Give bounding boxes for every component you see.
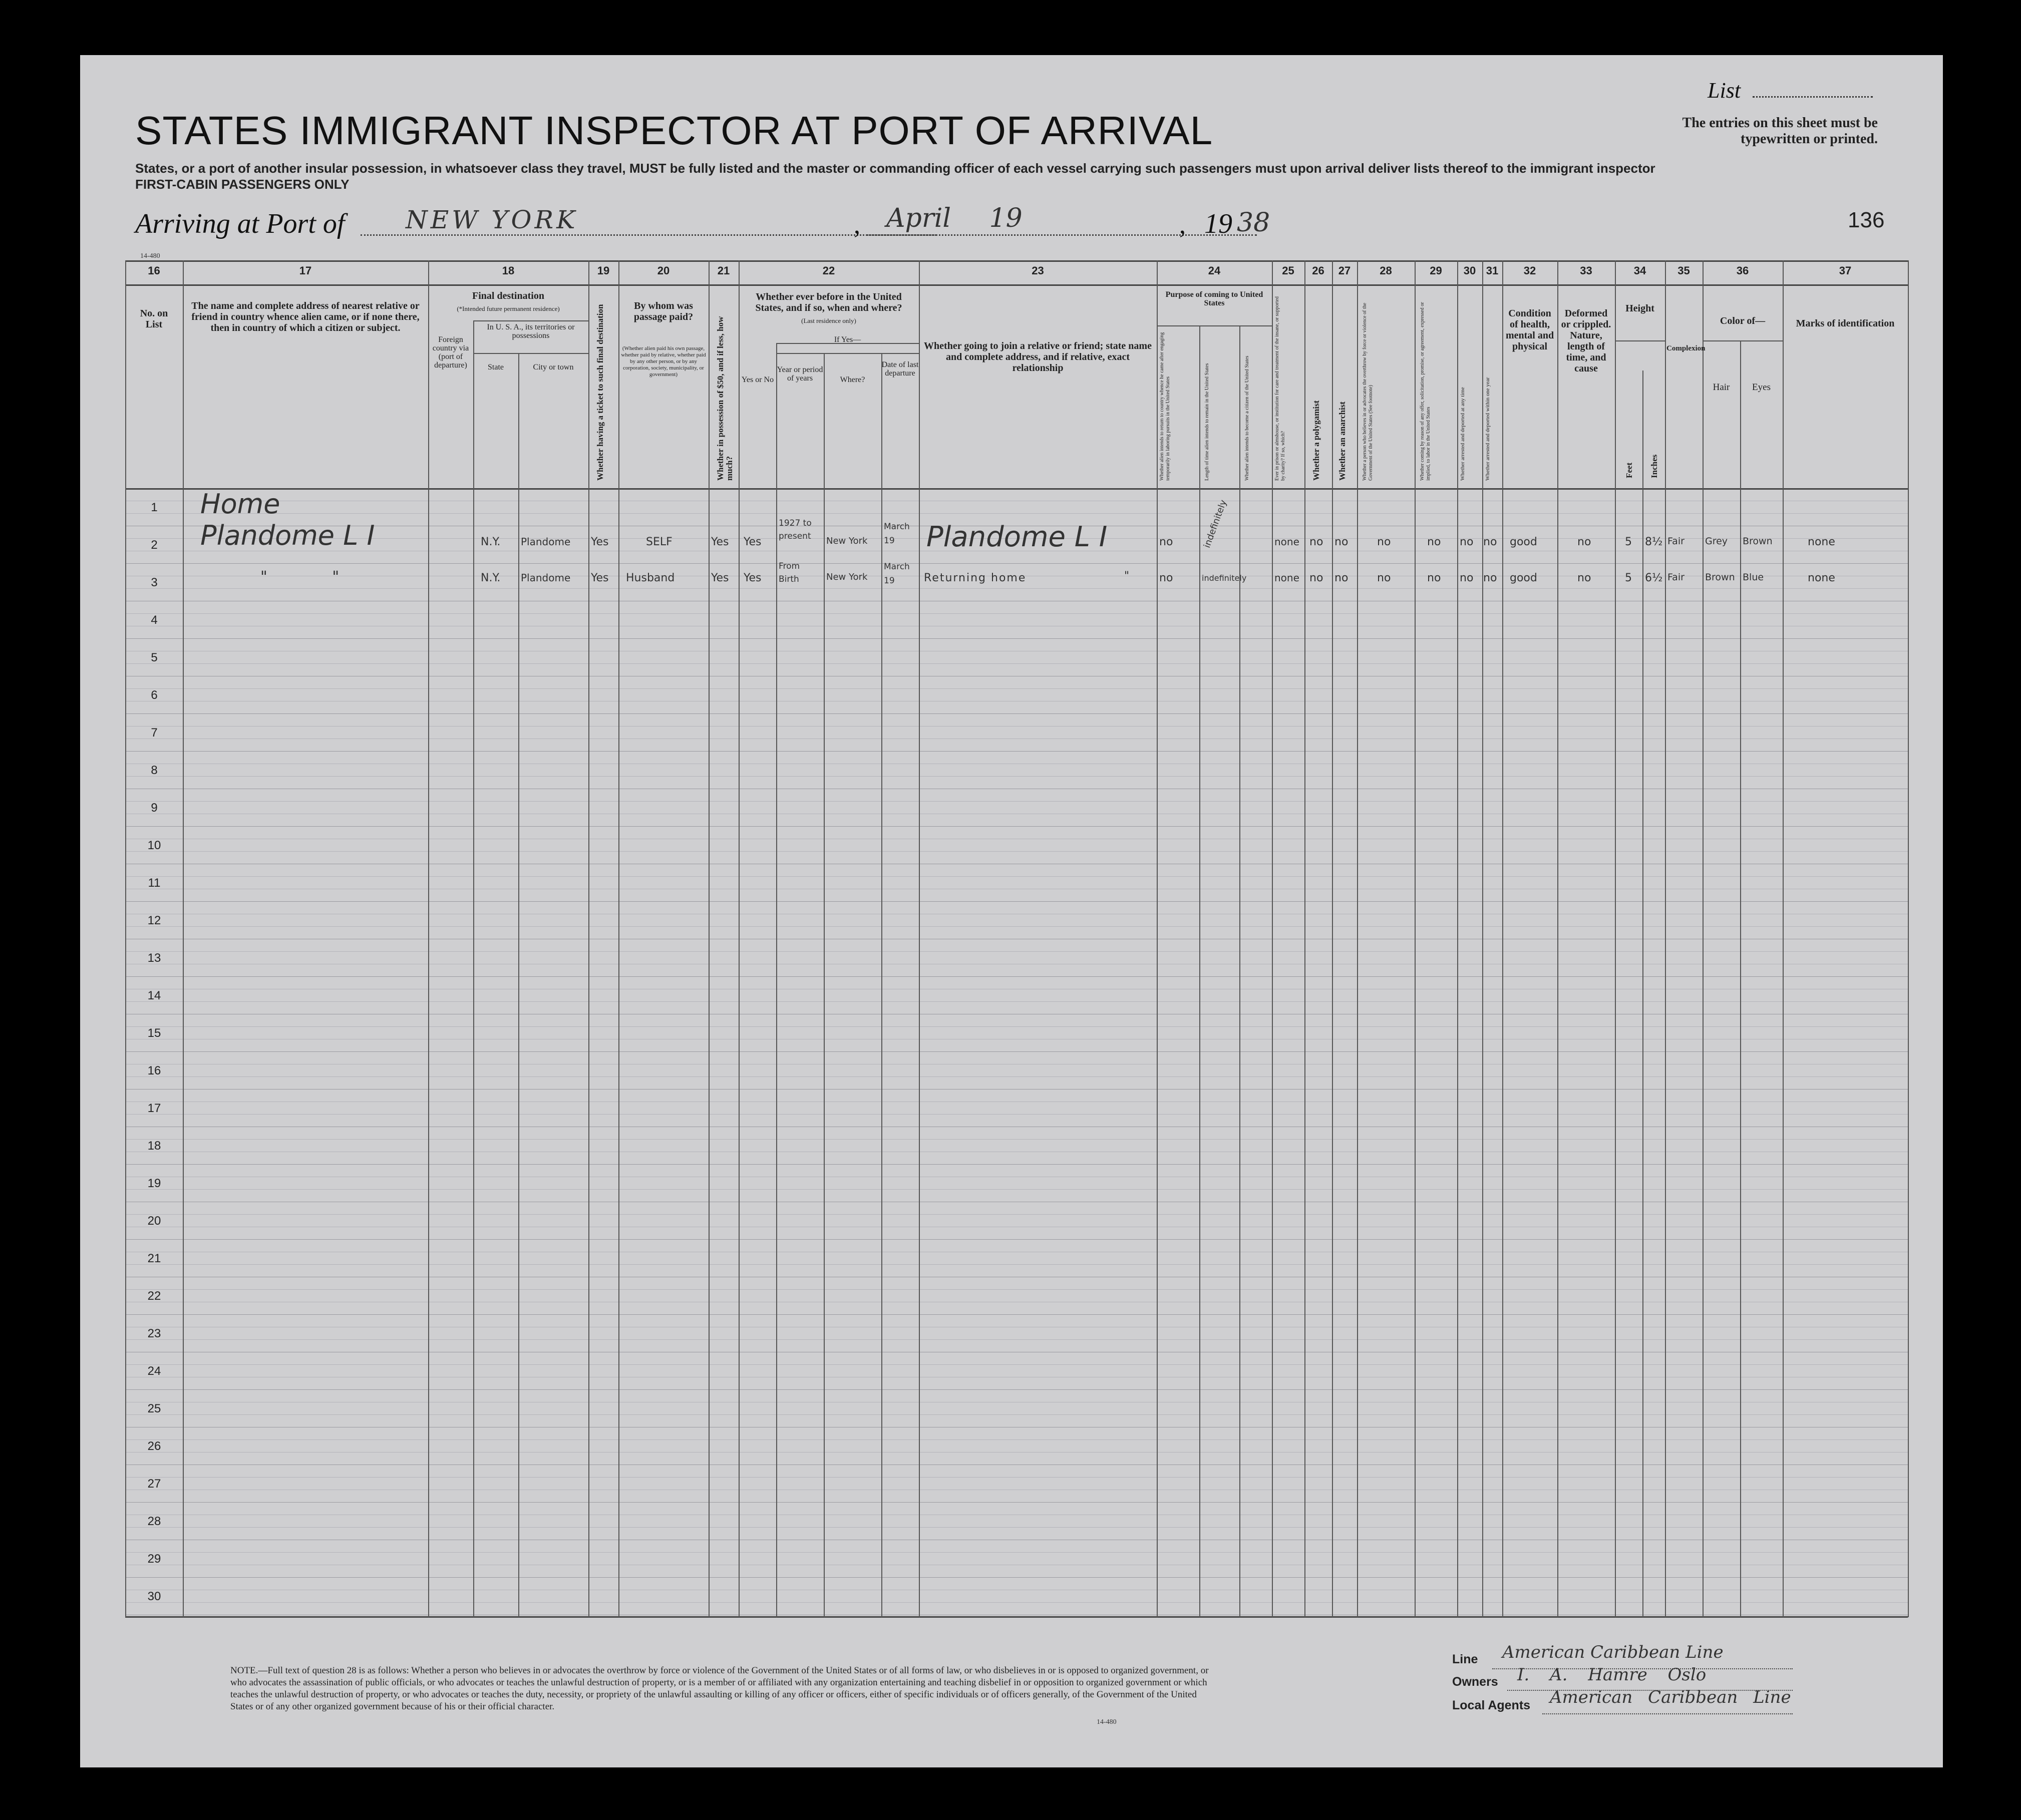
rule — [1482, 260, 1483, 1617]
rule — [183, 260, 184, 1617]
row-number: 18 — [147, 1139, 161, 1153]
rule — [125, 1051, 1908, 1052]
header-deported: Whether arrested and deported at any time — [1460, 387, 1466, 481]
rule — [125, 588, 1908, 589]
comma: , — [854, 211, 860, 239]
rule — [125, 1439, 1908, 1440]
health: good — [1510, 572, 1537, 584]
entries-note: The entries on this sheet must be typewritten or printed. — [1682, 115, 1878, 147]
rule — [1783, 260, 1784, 1617]
rule — [125, 1001, 1908, 1002]
rule — [1157, 260, 1158, 1617]
owners-label: Owners — [1452, 1675, 1498, 1689]
header-health: Condition of health, mental and physical — [1505, 308, 1554, 352]
date-value: April 19 — [886, 203, 1023, 233]
rule — [1239, 325, 1240, 1617]
header-labor-offer: Whether coming by reason of any offer, solicitation, promise, or agreement, expressed or implied, to labor in the United States — [1420, 302, 1431, 481]
rule — [125, 1389, 1908, 1390]
rule — [739, 260, 740, 1617]
rule — [1357, 260, 1358, 1617]
stay-length: indefinitely — [1202, 573, 1247, 583]
paid-by: SELF — [646, 536, 672, 548]
where: New York — [826, 572, 868, 582]
header-ticket: Whether having a ticket to such final destination — [595, 304, 605, 481]
state: N.Y. — [481, 572, 501, 584]
rule — [125, 851, 1908, 852]
col-num: 22 — [822, 264, 835, 277]
ever-before: Yes — [744, 572, 762, 584]
feet: 5 — [1625, 572, 1632, 584]
agents-label: Local Agents — [1452, 1698, 1531, 1712]
rule — [125, 826, 1908, 827]
header-ever-before: Whether ever before in the United States, and if so, when and where? — [755, 291, 902, 313]
row-number: 12 — [147, 914, 161, 927]
deported-year: no — [1483, 536, 1497, 548]
header-final-destination-sub: (*Intended future permanent residence) — [457, 305, 560, 312]
row-number: 11 — [148, 876, 161, 890]
header-city: City or town — [533, 363, 574, 372]
row-number: 5 — [151, 651, 158, 664]
row-number: 24 — [147, 1364, 161, 1378]
eyes: Brown — [1743, 536, 1773, 547]
relative-name: Home — [200, 488, 280, 520]
rule — [125, 284, 1908, 286]
rule — [125, 1364, 1908, 1365]
rule — [125, 1289, 1908, 1290]
col-num: 19 — [597, 264, 610, 277]
prison: none — [1274, 536, 1299, 548]
header-passage-paid: By whom was passage paid? — [633, 300, 694, 322]
fifty: Yes — [711, 572, 729, 584]
row-number: 4 — [151, 613, 158, 627]
agents-value: American Caribbean Line — [1550, 1687, 1791, 1707]
rule — [125, 926, 1908, 927]
rule — [1908, 260, 1909, 1617]
joining: Plandome L I — [926, 521, 1108, 553]
date-departure: March 19 — [884, 522, 910, 546]
col-num: 20 — [657, 264, 670, 277]
inches: 8½ — [1645, 536, 1663, 548]
rule — [125, 1076, 1908, 1077]
header-final-destination: Final destination — [472, 290, 544, 301]
rule — [125, 260, 126, 1617]
rule — [1557, 260, 1558, 1617]
rule — [125, 1026, 1908, 1027]
overthrow: no — [1377, 572, 1391, 584]
col-num: 29 — [1430, 264, 1442, 277]
page-title: STATES IMMIGRANT INSPECTOR AT PORT OF ARRIVAL — [135, 108, 1213, 153]
header-yes-no: Yes or No — [741, 376, 774, 384]
line-value: American Caribbean Line — [1502, 1642, 1724, 1662]
row-number: 29 — [147, 1552, 161, 1566]
col-num: 31 — [1486, 264, 1499, 277]
row-number: 27 — [147, 1477, 161, 1491]
row-number: 19 — [147, 1177, 161, 1190]
row-number: 21 — [147, 1252, 161, 1265]
date-departure: March 19 — [884, 562, 910, 586]
rule — [125, 713, 1908, 714]
row-number: 2 — [151, 538, 158, 552]
rule — [1665, 260, 1666, 1617]
header-purpose-citizen: Whether alien intends to become a citizen of the United States — [1244, 355, 1250, 481]
col-num: 28 — [1380, 264, 1392, 277]
row-number: 22 — [147, 1289, 161, 1303]
labor-offer: no — [1427, 572, 1441, 584]
rule — [125, 1527, 1908, 1528]
rule — [125, 1214, 1908, 1215]
rule — [125, 563, 1908, 564]
rule — [125, 1339, 1908, 1340]
row-number: 16 — [147, 1064, 161, 1077]
rule — [125, 1164, 1908, 1165]
rule — [125, 638, 1908, 639]
col-num: 34 — [1633, 264, 1646, 277]
col-num: 27 — [1338, 264, 1351, 277]
rule — [1615, 260, 1616, 1617]
header-year-period: Year or period of years — [777, 366, 823, 383]
anarchist: no — [1334, 536, 1349, 548]
rule — [125, 688, 1908, 689]
manifest-table — [125, 260, 1908, 1617]
rule — [1415, 260, 1416, 1617]
header-overthrow: Whether a person who believes in or advocates the overthrow by force or violence of the Government of the United States (See footnote) — [1362, 302, 1374, 481]
rule — [473, 353, 588, 354]
marks: none — [1808, 572, 1835, 584]
header-joining-relative: Whether going to join a relative or friend; state name and complete address, and if relative, exact relationship — [924, 340, 1152, 374]
deformed: no — [1577, 536, 1591, 548]
ticket: Yes — [591, 536, 609, 548]
rule — [125, 663, 1908, 664]
date-dotted-line — [866, 234, 1257, 236]
rule — [473, 320, 474, 1617]
complexion: Fair — [1667, 536, 1685, 547]
rule — [125, 1114, 1908, 1115]
manifest-sheet — [80, 55, 1943, 1767]
line-label: Line — [1452, 1652, 1478, 1666]
header-in-usa: In U. S. A., its territories or possessions — [487, 323, 575, 340]
rule — [1157, 325, 1272, 326]
rule — [125, 513, 1908, 514]
header-state: State — [488, 363, 504, 372]
return-intent: no — [1159, 572, 1173, 584]
row-number: 26 — [147, 1439, 161, 1453]
years: 1927 to present — [779, 518, 812, 541]
rule — [919, 260, 920, 1617]
rule — [1703, 260, 1704, 1617]
rule — [125, 1189, 1908, 1190]
rule — [125, 1414, 1908, 1415]
footer-note: NOTE.—Full text of question 28 is as follows: Whether a person who believes in or advocates the overthrow by force or violence of the Government of the United States or of all forms of law, or who disbelieves in or is opposed to organized government, or who advocates the assassination of public officials, or who advocates or teaches the unlawful destruction of property, or is a member of or affiliated with any organization entertaining and teaching disbelief in or opposition to organized government or which teaches the unlawful destruction of property, or who advocates or teaches the duty, necessity, or propriety of the unlawful assaulting or killing of any officer or officers, either of specific individuals or of officers generally, of the Government of the United States or of any other organized government because of his or their official character. — [230, 1665, 1209, 1712]
polygamist: no — [1309, 536, 1323, 548]
row-number: 7 — [151, 726, 158, 740]
rule — [125, 488, 1908, 490]
header-feet: Feet — [1624, 462, 1634, 478]
year-prefix: 19 — [1204, 208, 1232, 239]
row-number: 8 — [151, 764, 158, 777]
rule — [125, 1477, 1908, 1478]
header-prison: Ever in prison or almshouse, or institution for care and treatment of the insane, or supported by charity? If so, which? — [1274, 296, 1286, 481]
rule — [125, 951, 1908, 952]
col-num: 26 — [1312, 264, 1324, 277]
relative-address: Plandome L I — [200, 520, 375, 551]
ever-before: Yes — [744, 536, 762, 548]
rule — [1703, 340, 1783, 341]
col-num: 37 — [1839, 264, 1852, 277]
city: Plandome — [521, 572, 571, 584]
col-num: 32 — [1523, 264, 1536, 277]
arriving-label: Arriving at Port of — [135, 208, 345, 239]
city: Plandome — [521, 536, 571, 548]
rule — [518, 353, 519, 1617]
col-num: 35 — [1677, 264, 1690, 277]
row-number: 15 — [147, 1026, 161, 1040]
rule — [1304, 260, 1305, 1617]
rule — [125, 1502, 1908, 1503]
deformed: no — [1577, 572, 1591, 584]
relative-ditto: " " — [260, 568, 340, 586]
col-num: 23 — [1032, 264, 1044, 277]
rule — [125, 901, 1908, 902]
rule — [1332, 260, 1333, 1617]
stay-length: indefinitely — [1202, 498, 1229, 550]
row-number: 17 — [147, 1102, 161, 1115]
inches: 6½ — [1645, 572, 1663, 584]
row-number: 1 — [151, 501, 158, 514]
rule — [1457, 260, 1458, 1617]
health: good — [1510, 536, 1537, 548]
rule — [125, 1239, 1908, 1240]
header-eyes: Eyes — [1752, 382, 1771, 393]
rule — [125, 613, 1908, 614]
year-suffix: 38 — [1237, 208, 1270, 238]
rule — [125, 1264, 1908, 1265]
rule — [125, 751, 1908, 752]
rule — [1642, 371, 1643, 1617]
list-label: List — [1708, 78, 1741, 103]
row-number: 14 — [147, 989, 161, 1002]
footer-code: 14-480 — [1097, 1718, 1117, 1726]
prison: none — [1274, 572, 1299, 584]
header-complexion: Complexion — [1666, 344, 1706, 352]
years: From Birth — [779, 561, 800, 584]
rule — [125, 1602, 1908, 1603]
rule — [125, 260, 1908, 262]
col-num: 36 — [1736, 264, 1749, 277]
rule — [1272, 260, 1273, 1617]
col-num: 16 — [148, 264, 160, 277]
rule — [1502, 260, 1503, 1617]
owners-value: I. A. Hamre Oslo — [1517, 1665, 1707, 1685]
header-polygamist: Whether a polygamist — [1311, 400, 1321, 481]
row-number: 13 — [147, 951, 161, 965]
header-hair: Hair — [1713, 382, 1730, 393]
joining-ditto: " — [1124, 570, 1130, 582]
rule — [618, 260, 619, 1617]
header-if-yes: If Yes— — [834, 335, 861, 344]
rule — [1615, 340, 1665, 341]
page-number: 136 — [1848, 208, 1885, 232]
where: New York — [826, 536, 868, 546]
fifty: Yes — [711, 536, 729, 548]
labor-offer: no — [1427, 536, 1441, 548]
instructions-line1: States, or a port of another insular possession, in whatsoever class they travel, MUST be fully listed and the master or commanding officer of each vessel carrying such passengers must upon arrival deliver lists thereof to the immigrant inspector — [135, 161, 1655, 176]
feet: 5 — [1625, 536, 1632, 548]
comma: , — [1179, 211, 1186, 239]
row-number: 23 — [147, 1327, 161, 1340]
col-num: 33 — [1580, 264, 1592, 277]
paid-by: Husband — [626, 572, 675, 584]
header-purpose-length: Length of time alien intends to remain in the United States — [1204, 363, 1210, 481]
return-intent: no — [1159, 536, 1173, 548]
rule — [125, 776, 1908, 777]
rule — [776, 343, 777, 1617]
header-no-on-list: No. on List — [140, 308, 168, 330]
rule — [125, 801, 1908, 802]
row-number: 10 — [147, 839, 161, 852]
row-number: 20 — [147, 1214, 161, 1228]
marks: none — [1808, 536, 1835, 548]
rule — [428, 260, 429, 1617]
header-height: Height — [1625, 303, 1654, 314]
row-number: 6 — [151, 688, 158, 702]
row-number: 9 — [151, 801, 158, 815]
header-foreign-country: Foreign country via (port of departure) — [432, 335, 469, 370]
deported: no — [1460, 572, 1474, 584]
arriving-dotted-line — [361, 234, 936, 236]
eyes: Blue — [1743, 572, 1764, 583]
form-code-top: 14-480 — [140, 252, 160, 260]
col-num: 25 — [1282, 264, 1294, 277]
header-where: Where? — [840, 376, 865, 384]
complexion: Fair — [1667, 572, 1685, 583]
rule — [776, 353, 919, 354]
rule — [1199, 325, 1200, 1617]
rule — [588, 260, 589, 1617]
agents-dotted — [1542, 1713, 1793, 1714]
rule — [473, 320, 588, 321]
rule — [1740, 340, 1741, 1617]
col-num: 17 — [299, 264, 312, 277]
col-num: 30 — [1463, 264, 1476, 277]
header-anarchist: Whether an anarchist — [1337, 401, 1347, 481]
rule — [125, 1616, 1908, 1618]
state: N.Y. — [481, 536, 501, 548]
rule — [125, 1577, 1908, 1578]
row-number: 3 — [151, 576, 158, 589]
rule — [125, 1139, 1908, 1140]
col-num: 21 — [717, 264, 730, 277]
instructions — [135, 160, 1688, 192]
port-value: NEW YORK — [406, 205, 578, 234]
row-number: 28 — [147, 1515, 161, 1528]
anarchist: no — [1334, 572, 1349, 584]
header-purpose-return: Whether alien intends to return to country whence he came after engaging temporarily in laboring pursuits in the United States — [1159, 332, 1171, 481]
overthrow: no — [1377, 536, 1391, 548]
header-deported-year: Whether arrested and deported within one year — [1485, 377, 1491, 481]
header-passage-paid-sub: (Whether alien paid his own passage, whether paid by relative, whether paid by any other person, or by any corporation, society, municipality, or government) — [621, 345, 706, 378]
deported-year: no — [1483, 572, 1497, 584]
header-marks: Marks of identification — [1796, 318, 1895, 329]
header-inches: Inches — [1649, 454, 1659, 478]
rule — [125, 876, 1908, 877]
polygamist: no — [1309, 572, 1323, 584]
rule — [881, 353, 882, 1617]
row-number: 30 — [147, 1590, 161, 1603]
header-fifty-dollars: Whether in possession of $50, and if less, how much? — [716, 316, 734, 481]
header-ever-before-sub: (Last residence only) — [801, 317, 856, 324]
rule — [709, 260, 710, 1617]
col-num: 18 — [502, 264, 515, 277]
header-nearest-relative: The name and complete address of nearest relative or friend in country whence alien came, or if none there, then in country of which a citizen or subject. — [191, 300, 420, 333]
hair: Brown — [1705, 572, 1735, 583]
header-color: Color of— — [1720, 315, 1766, 326]
rule — [125, 1314, 1908, 1315]
ticket: Yes — [591, 572, 609, 584]
list-number-line — [1753, 96, 1873, 98]
rule — [776, 343, 919, 344]
deported: no — [1460, 536, 1474, 548]
instructions-line2: FIRST-CABIN PASSENGERS ONLY — [135, 177, 350, 192]
col-num: 24 — [1208, 264, 1221, 277]
row-number: 25 — [147, 1402, 161, 1415]
header-date-departure: Date of last departure — [881, 360, 919, 378]
hair: Grey — [1705, 536, 1728, 547]
rule — [125, 976, 1908, 977]
header-deformed: Deformed or crippled. Nature, length of time, and cause — [1561, 308, 1611, 374]
rule — [824, 353, 825, 1617]
header-purpose: Purpose of coming to United States — [1165, 290, 1263, 307]
joining: Returning home — [924, 572, 1027, 584]
rule — [125, 1552, 1908, 1553]
